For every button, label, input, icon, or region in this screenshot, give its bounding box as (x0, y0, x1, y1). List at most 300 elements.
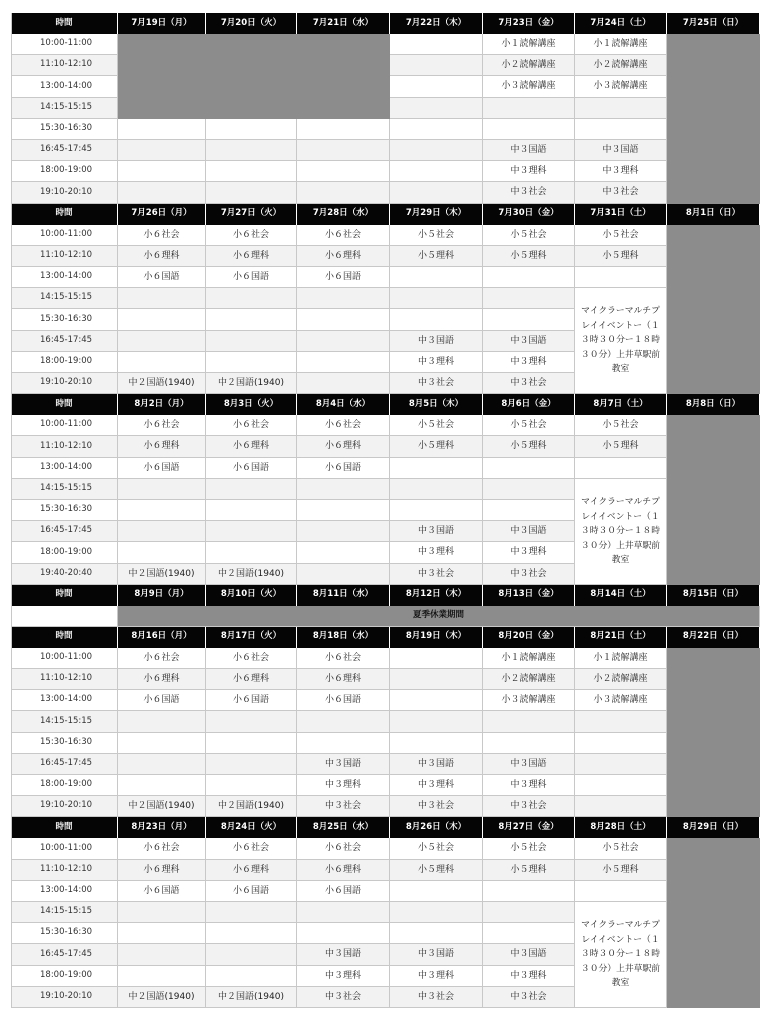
unavailable-cell (667, 902, 760, 923)
time-slot: 18:00-19:00 (11, 542, 118, 563)
unavailable-cell (667, 415, 760, 436)
day-header: 8月10日（火） (206, 585, 297, 606)
day-header: 8月2日（月） (118, 394, 206, 415)
time-slot: 11:10-12:10 (11, 55, 118, 76)
class-cell: 中２国語(1940) (206, 987, 297, 1008)
class-cell: 小６社会 (297, 415, 390, 436)
time-slot: 15:30-16:30 (11, 119, 118, 140)
day-header: 8月16日（月） (118, 627, 206, 648)
unavailable-cell (667, 966, 760, 987)
class-cell: 中３社会 (297, 796, 390, 817)
empty-cell (390, 733, 483, 754)
time-slot: 13:00-14:00 (11, 267, 118, 288)
empty-cell (297, 373, 390, 394)
unavailable-cell (667, 838, 760, 859)
day-header: 7月29日（木） (390, 204, 483, 225)
class-cell: 小６国語 (297, 458, 390, 479)
time-slot: 15:30-16:30 (11, 923, 118, 944)
time-slot: 13:00-14:00 (11, 76, 118, 97)
class-cell: 小５社会 (575, 415, 667, 436)
unavailable-cell (667, 76, 760, 97)
class-cell: 小６国語 (297, 881, 390, 902)
empty-cell (206, 140, 297, 161)
unavailable-cell (667, 119, 760, 140)
empty-cell (206, 182, 297, 203)
empty-cell (118, 521, 206, 542)
empty-cell (390, 267, 483, 288)
unavailable-cell (667, 479, 760, 500)
day-header: 8月29日（日） (667, 817, 760, 838)
empty-cell (297, 288, 390, 309)
time-slot: 11:10-12:10 (11, 436, 118, 457)
empty-cell (483, 288, 575, 309)
empty-cell (118, 331, 206, 352)
empty-cell (206, 775, 297, 796)
empty-cell (575, 711, 667, 732)
class-cell: 小５理科 (483, 436, 575, 457)
empty-cell (575, 458, 667, 479)
day-header: 7月27日（火） (206, 204, 297, 225)
empty-cell (206, 288, 297, 309)
class-cell: 中２国語(1940) (118, 564, 206, 585)
unavailable-cell (206, 34, 297, 55)
time-slot: 13:00-14:00 (11, 881, 118, 902)
class-cell: 小６社会 (297, 225, 390, 246)
class-cell: 中２国語(1940) (118, 987, 206, 1008)
class-cell: 小６理科 (297, 436, 390, 457)
empty-cell (206, 500, 297, 521)
class-cell: 小１読解講座 (575, 648, 667, 669)
day-header: 8月15日（日） (667, 585, 760, 606)
class-cell: 小５社会 (390, 225, 483, 246)
empty-cell (118, 352, 206, 373)
header-time-label: 時間 (11, 13, 118, 34)
empty-cell (297, 331, 390, 352)
time-slot: 10:00-11:00 (11, 415, 118, 436)
empty-cell (390, 119, 483, 140)
day-header: 8月20日（金） (483, 627, 575, 648)
class-cell: 小６国語 (206, 458, 297, 479)
empty-cell (118, 733, 206, 754)
empty-cell (575, 796, 667, 817)
class-cell: 中３国語 (483, 754, 575, 775)
unavailable-cell (667, 309, 760, 330)
class-cell: 中３理科 (297, 775, 390, 796)
unavailable-cell (667, 373, 760, 394)
class-cell: 中３社会 (483, 796, 575, 817)
day-header: 8月23日（月） (118, 817, 206, 838)
class-cell: 小５社会 (390, 415, 483, 436)
day-header: 8月8日（日） (667, 394, 760, 415)
empty-cell (118, 923, 206, 944)
empty-cell (297, 119, 390, 140)
empty-cell (390, 182, 483, 203)
empty-cell (297, 711, 390, 732)
unavailable-cell (118, 76, 206, 97)
class-cell: 小６理科 (206, 246, 297, 267)
empty-cell (206, 352, 297, 373)
unavailable-cell (667, 669, 760, 690)
class-cell: 小６理科 (206, 436, 297, 457)
class-cell: 中３社会 (390, 796, 483, 817)
class-cell: 小５理科 (390, 860, 483, 881)
class-cell: 小５理科 (483, 246, 575, 267)
empty-cell (575, 267, 667, 288)
day-header: 8月5日（木） (390, 394, 483, 415)
empty-cell (206, 119, 297, 140)
class-cell: 小６国語 (118, 458, 206, 479)
class-cell: 小１読解講座 (483, 34, 575, 55)
empty-cell (297, 161, 390, 182)
empty-cell (206, 711, 297, 732)
day-header: 8月3日（火） (206, 394, 297, 415)
class-cell: 小６国語 (118, 881, 206, 902)
empty-cell (297, 542, 390, 563)
empty-cell (206, 944, 297, 965)
time-slot: 13:00-14:00 (11, 690, 118, 711)
class-cell: 小６理科 (206, 669, 297, 690)
day-header: 8月11日（水） (297, 585, 390, 606)
class-cell: 小６社会 (206, 838, 297, 859)
empty-cell (297, 182, 390, 203)
class-cell: 小２読解講座 (483, 55, 575, 76)
class-cell: 中３理科 (483, 775, 575, 796)
time-slot: 19:10-20:10 (11, 373, 118, 394)
time-slot: 14:15-15:15 (11, 479, 118, 500)
empty-cell (483, 119, 575, 140)
class-cell: 小６理科 (297, 669, 390, 690)
empty-cell (390, 76, 483, 97)
banner-time-blank (11, 606, 118, 627)
time-slot: 11:10-12:10 (11, 669, 118, 690)
empty-cell (390, 458, 483, 479)
day-header: 7月26日（月） (118, 204, 206, 225)
class-cell: 中３社会 (390, 373, 483, 394)
day-header: 8月26日（木） (390, 817, 483, 838)
day-header: 7月20日（火） (206, 13, 297, 34)
time-slot: 16:45-17:45 (11, 754, 118, 775)
empty-cell (483, 479, 575, 500)
empty-cell (206, 902, 297, 923)
timetable-grid (11, 13, 760, 1008)
day-header: 7月31日（土） (575, 204, 667, 225)
time-slot: 18:00-19:00 (11, 352, 118, 373)
day-header: 8月1日（日） (667, 204, 760, 225)
unavailable-cell (667, 352, 760, 373)
class-cell: 小６社会 (297, 648, 390, 669)
time-slot: 18:00-19:00 (11, 966, 118, 987)
day-header: 8月4日（水） (297, 394, 390, 415)
day-header: 8月7日（土） (575, 394, 667, 415)
unavailable-cell (667, 564, 760, 585)
time-slot: 15:30-16:30 (11, 309, 118, 330)
unavailable-cell (667, 331, 760, 352)
day-header: 8月14日（土） (575, 585, 667, 606)
unavailable-cell (118, 34, 206, 55)
class-cell: 中３国語 (297, 754, 390, 775)
class-cell: 小５社会 (483, 225, 575, 246)
class-cell: 中３理科 (483, 352, 575, 373)
time-slot: 14:15-15:15 (11, 711, 118, 732)
empty-cell (297, 923, 390, 944)
empty-cell (118, 902, 206, 923)
day-header: 7月22日（木） (390, 13, 483, 34)
empty-cell (483, 902, 575, 923)
empty-cell (483, 458, 575, 479)
time-slot: 10:00-11:00 (11, 225, 118, 246)
empty-cell (390, 881, 483, 902)
unavailable-cell (667, 34, 760, 55)
class-cell: 中３理科 (390, 352, 483, 373)
class-cell: 小５社会 (390, 838, 483, 859)
empty-cell (390, 140, 483, 161)
class-cell: 中３国語 (390, 944, 483, 965)
empty-cell (118, 754, 206, 775)
class-cell: 中２国語(1940) (118, 796, 206, 817)
time-slot: 18:00-19:00 (11, 161, 118, 182)
unavailable-cell (667, 733, 760, 754)
empty-cell (390, 923, 483, 944)
class-cell: 小６国語 (118, 267, 206, 288)
class-cell: 小６理科 (118, 246, 206, 267)
header-time-label: 時間 (11, 394, 118, 415)
day-header: 8月9日（月） (118, 585, 206, 606)
day-header: 8月6日（金） (483, 394, 575, 415)
empty-cell (390, 309, 483, 330)
unavailable-cell (667, 775, 760, 796)
empty-cell (118, 119, 206, 140)
empty-cell (483, 309, 575, 330)
event-notice: マイクラーマルチプレイイベントー（１３時３０分ー１８時３０分）上井草駅前教室 (575, 479, 667, 585)
unavailable-cell (297, 55, 390, 76)
empty-cell (118, 140, 206, 161)
empty-cell (575, 733, 667, 754)
class-cell: 中３社会 (483, 373, 575, 394)
class-cell: 小６理科 (118, 860, 206, 881)
unavailable-cell (667, 521, 760, 542)
unavailable-cell (667, 55, 760, 76)
class-cell: 中３社会 (483, 987, 575, 1008)
empty-cell (297, 564, 390, 585)
header-time-label: 時間 (11, 627, 118, 648)
time-slot: 11:10-12:10 (11, 860, 118, 881)
empty-cell (390, 711, 483, 732)
day-header: 8月18日（水） (297, 627, 390, 648)
empty-cell (390, 648, 483, 669)
class-cell: 中２国語(1940) (118, 373, 206, 394)
class-cell: 小６社会 (297, 838, 390, 859)
class-cell: 小６社会 (118, 225, 206, 246)
unavailable-cell (667, 140, 760, 161)
unavailable-cell (667, 923, 760, 944)
class-cell: 小６理科 (297, 860, 390, 881)
class-cell: 小６社会 (118, 838, 206, 859)
day-header: 8月27日（金） (483, 817, 575, 838)
unavailable-cell (667, 500, 760, 521)
unavailable-cell (667, 987, 760, 1008)
class-cell: 小１読解講座 (483, 648, 575, 669)
class-cell: 小６国語 (118, 690, 206, 711)
time-slot: 14:15-15:15 (11, 288, 118, 309)
empty-cell (118, 500, 206, 521)
day-header: 8月13日（金） (483, 585, 575, 606)
time-slot: 19:10-20:10 (11, 987, 118, 1008)
empty-cell (390, 288, 483, 309)
class-cell: 中３社会 (575, 182, 667, 203)
time-slot: 18:00-19:00 (11, 775, 118, 796)
class-cell: 小３読解講座 (483, 76, 575, 97)
unavailable-cell (667, 458, 760, 479)
empty-cell (483, 733, 575, 754)
time-slot: 15:30-16:30 (11, 500, 118, 521)
holiday-banner: 夏季休業期間 (118, 606, 760, 627)
class-cell: 中３理科 (390, 775, 483, 796)
unavailable-cell (297, 98, 390, 119)
unavailable-cell (667, 754, 760, 775)
class-cell: 小５理科 (483, 860, 575, 881)
unavailable-cell (297, 76, 390, 97)
class-cell: 小５理科 (575, 860, 667, 881)
time-slot: 11:10-12:10 (11, 246, 118, 267)
unavailable-cell (667, 860, 760, 881)
day-header: 7月23日（金） (483, 13, 575, 34)
class-cell: 中３国語 (297, 944, 390, 965)
day-header: 7月30日（金） (483, 204, 575, 225)
empty-cell (297, 352, 390, 373)
class-cell: 小５理科 (575, 246, 667, 267)
empty-cell (483, 267, 575, 288)
unavailable-cell (206, 55, 297, 76)
empty-cell (118, 542, 206, 563)
class-cell: 中３理科 (390, 966, 483, 987)
time-slot: 10:00-11:00 (11, 838, 118, 859)
unavailable-cell (667, 161, 760, 182)
class-cell: 小６理科 (118, 436, 206, 457)
empty-cell (118, 161, 206, 182)
class-cell: 中３国語 (483, 944, 575, 965)
empty-cell (118, 944, 206, 965)
empty-cell (390, 500, 483, 521)
day-header: 8月17日（火） (206, 627, 297, 648)
empty-cell (297, 309, 390, 330)
empty-cell (575, 881, 667, 902)
class-cell: 小２読解講座 (575, 55, 667, 76)
time-slot: 19:40-20:40 (11, 564, 118, 585)
empty-cell (206, 923, 297, 944)
empty-cell (390, 479, 483, 500)
class-cell: 小１読解講座 (575, 34, 667, 55)
empty-cell (390, 55, 483, 76)
header-time-label: 時間 (11, 585, 118, 606)
unavailable-cell (667, 267, 760, 288)
time-slot: 16:45-17:45 (11, 944, 118, 965)
day-header: 7月25日（日） (667, 13, 760, 34)
class-cell: 中３理科 (483, 542, 575, 563)
class-cell: 中３国語 (483, 331, 575, 352)
empty-cell (297, 500, 390, 521)
empty-cell (297, 479, 390, 500)
unavailable-cell (667, 225, 760, 246)
header-time-label: 時間 (11, 817, 118, 838)
class-cell: 中３社会 (483, 182, 575, 203)
empty-cell (118, 288, 206, 309)
class-cell: 中３理科 (390, 542, 483, 563)
time-slot: 10:00-11:00 (11, 34, 118, 55)
empty-cell (297, 902, 390, 923)
event-notice: マイクラーマルチプレイイベントー（１３時３０分ー１８時３０分）上井草駅前教室 (575, 288, 667, 394)
day-header: 8月24日（火） (206, 817, 297, 838)
class-cell: 中３社会 (390, 564, 483, 585)
class-cell: 小５理科 (575, 436, 667, 457)
empty-cell (390, 902, 483, 923)
empty-cell (483, 711, 575, 732)
day-header: 8月12日（木） (390, 585, 483, 606)
day-header: 8月25日（水） (297, 817, 390, 838)
time-slot: 16:45-17:45 (11, 140, 118, 161)
empty-cell (390, 98, 483, 119)
empty-cell (390, 34, 483, 55)
class-cell: 小６理科 (206, 860, 297, 881)
class-cell: 小６社会 (206, 225, 297, 246)
unavailable-cell (667, 246, 760, 267)
class-cell: 小６理科 (297, 246, 390, 267)
empty-cell (206, 542, 297, 563)
empty-cell (483, 923, 575, 944)
day-header: 7月24日（土） (575, 13, 667, 34)
unavailable-cell (667, 944, 760, 965)
class-cell: 小６社会 (118, 415, 206, 436)
empty-cell (390, 669, 483, 690)
empty-cell (118, 479, 206, 500)
class-cell: 中２国語(1940) (206, 373, 297, 394)
day-header: 8月28日（土） (575, 817, 667, 838)
unavailable-cell (118, 55, 206, 76)
unavailable-cell (297, 34, 390, 55)
empty-cell (118, 309, 206, 330)
unavailable-cell (667, 436, 760, 457)
class-cell: 小５理科 (390, 246, 483, 267)
time-slot: 16:45-17:45 (11, 521, 118, 542)
class-cell: 中３理科 (483, 161, 575, 182)
empty-cell (483, 881, 575, 902)
class-cell: 小２読解講座 (575, 669, 667, 690)
class-cell: 中３国語 (390, 754, 483, 775)
unavailable-cell (667, 881, 760, 902)
time-slot: 14:15-15:15 (11, 902, 118, 923)
unavailable-cell (667, 796, 760, 817)
empty-cell (483, 500, 575, 521)
empty-cell (483, 98, 575, 119)
empty-cell (297, 521, 390, 542)
time-slot: 16:45-17:45 (11, 331, 118, 352)
class-cell: 小３読解講座 (483, 690, 575, 711)
day-header: 7月19日（月） (118, 13, 206, 34)
class-cell: 小６国語 (206, 881, 297, 902)
class-cell: 小２読解講座 (483, 669, 575, 690)
empty-cell (206, 161, 297, 182)
unavailable-cell (667, 542, 760, 563)
event-notice: マイクラーマルチプレイイベントー（１３時３０分ー１８時３０分）上井草駅前教室 (575, 902, 667, 1008)
class-cell: 中３理科 (297, 966, 390, 987)
class-cell: 中２国語(1940) (206, 564, 297, 585)
class-cell: 小５社会 (575, 225, 667, 246)
class-cell: 中２国語(1940) (206, 796, 297, 817)
class-cell: 小３読解講座 (575, 76, 667, 97)
unavailable-cell (667, 690, 760, 711)
class-cell: 小５理科 (390, 436, 483, 457)
unavailable-cell (206, 76, 297, 97)
day-header: 8月21日（土） (575, 627, 667, 648)
